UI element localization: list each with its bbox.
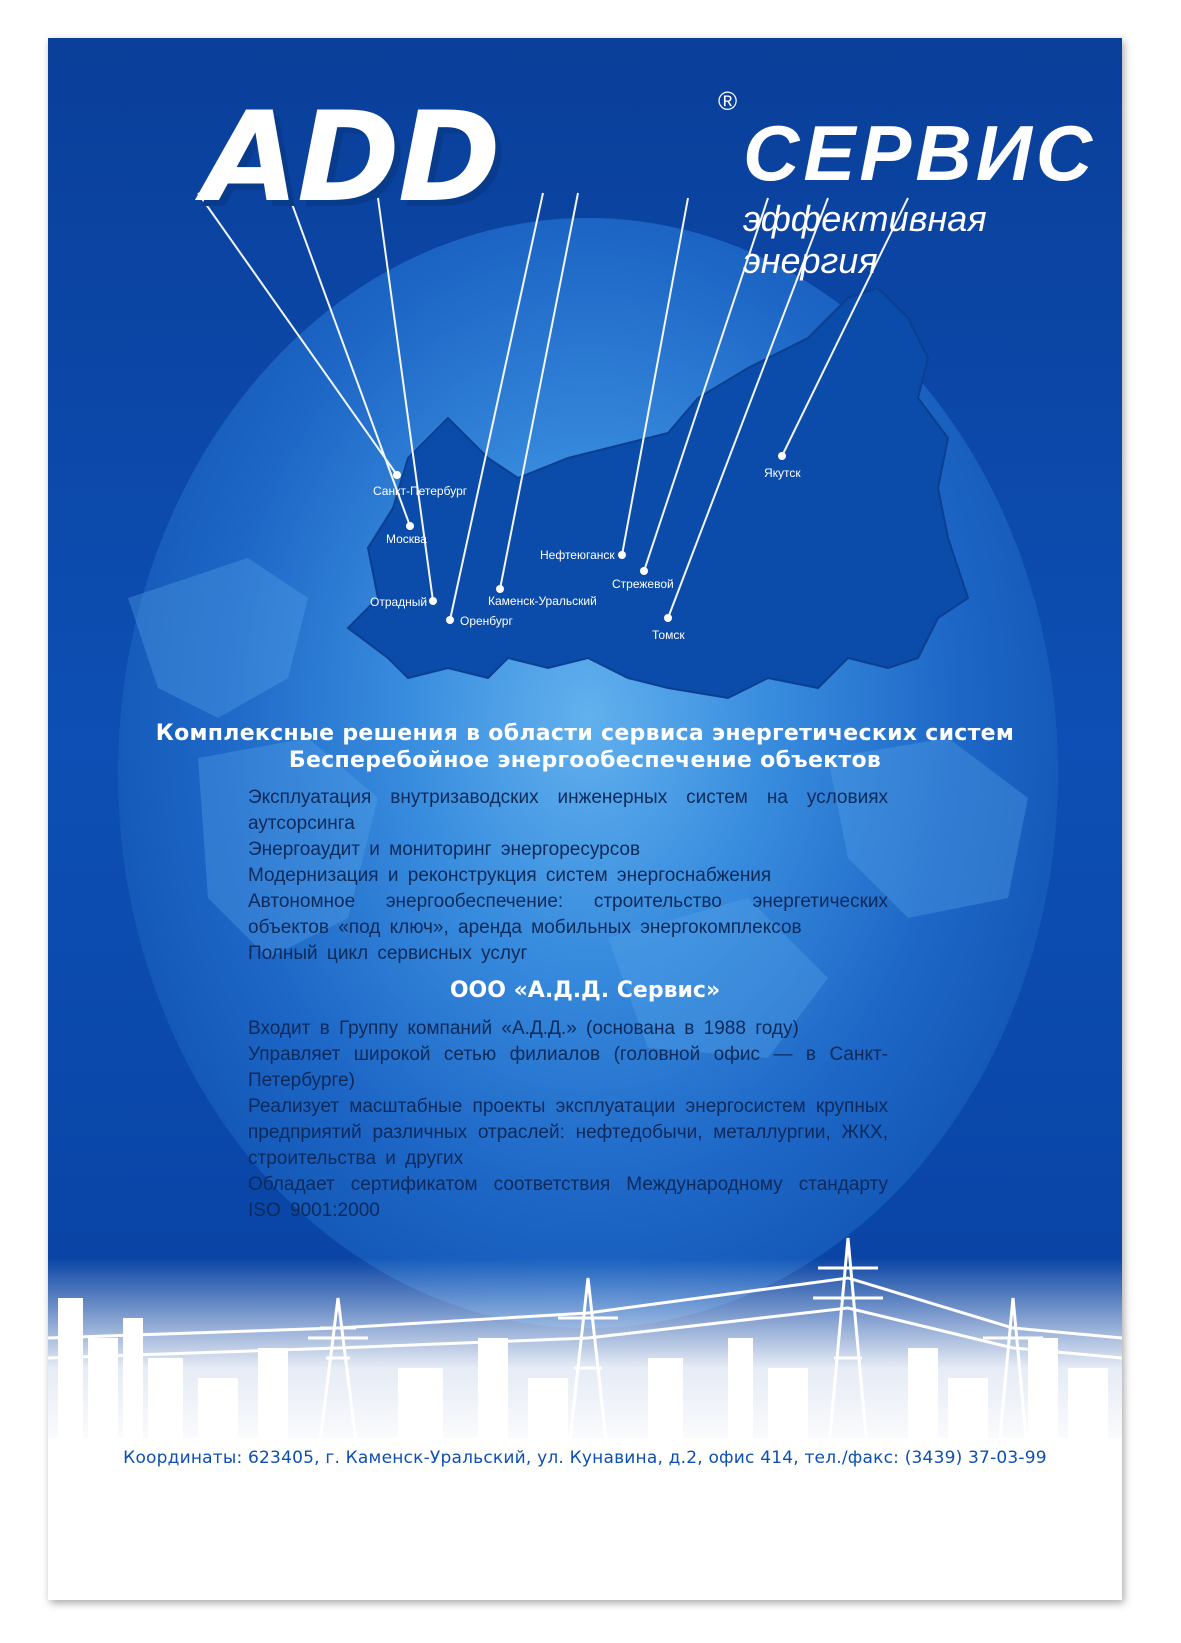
city-label: Каменск-Уральский: [488, 594, 597, 608]
footer-contacts: Координаты: 623405, г. Каменск-Уральский, ул. Кунавина, д.2, офис 414, тел./факс: (3439) 37-03-99: [123, 1448, 1047, 1468]
headline-line-2: Бесперебойное энергообеспечение объектов: [288, 748, 882, 773]
logo-slogan: эффективная энергия: [743, 198, 987, 281]
city-label: Стрежевой: [612, 577, 674, 591]
city-label: Томск: [652, 628, 685, 642]
company-fact: Входит в Группу компаний «А.Д.Д.» (основана в 1988 году): [248, 1018, 799, 1039]
company-name: ООО «А.Д.Д. Сервис»: [449, 978, 721, 1003]
service-item: Полный цикл сервисных услуг: [248, 943, 528, 964]
service-item: Модернизация и реконструкция систем энергоснабжения: [248, 865, 772, 886]
service-item: Автономное энергообеспечение: строительство энергетических объектов «под ключ», аренда мобильных энергокомплексов: [248, 891, 888, 938]
registered-mark: ®: [718, 86, 738, 116]
city-label: Нефтеюганск: [540, 548, 615, 562]
logo-brand: СЕРВИС: [743, 109, 1097, 197]
company-logo: [203, 86, 1097, 281]
logo-mark: ADD: [203, 86, 499, 230]
service-item: Энергоаудит и мониторинг энергоресурсов: [248, 839, 641, 860]
city-label: Отрадный: [370, 595, 428, 609]
poster: [48, 38, 1122, 1600]
company-facts: [248, 1016, 888, 1224]
city-label: Якутск: [764, 466, 801, 480]
company-fact: Реализует масштабные проекты эксплуатации энергосистем крупных предприятий различных отраслей: нефтедобычи, металлургии, ЖКХ, строительства и других: [248, 1096, 888, 1169]
city-label: Москва: [386, 532, 427, 546]
services-list: [248, 785, 888, 967]
city-label: Оренбург: [460, 614, 513, 628]
headline-line-1: Комплексные решения в области сервиса энергетических систем: [155, 721, 1015, 746]
company-fact: Обладает сертификатом соответствия Международному стандарту ISO 9001:2000: [248, 1174, 888, 1221]
company-fact: Управляет широкой сетью филиалов (головной офис — в Санкт-Петербурге): [248, 1044, 888, 1091]
service-item: Эксплуатация внутризаводских инженерных систем на условиях аутсорсинга: [248, 787, 888, 834]
city-label: Санкт-Петербург: [373, 484, 468, 498]
